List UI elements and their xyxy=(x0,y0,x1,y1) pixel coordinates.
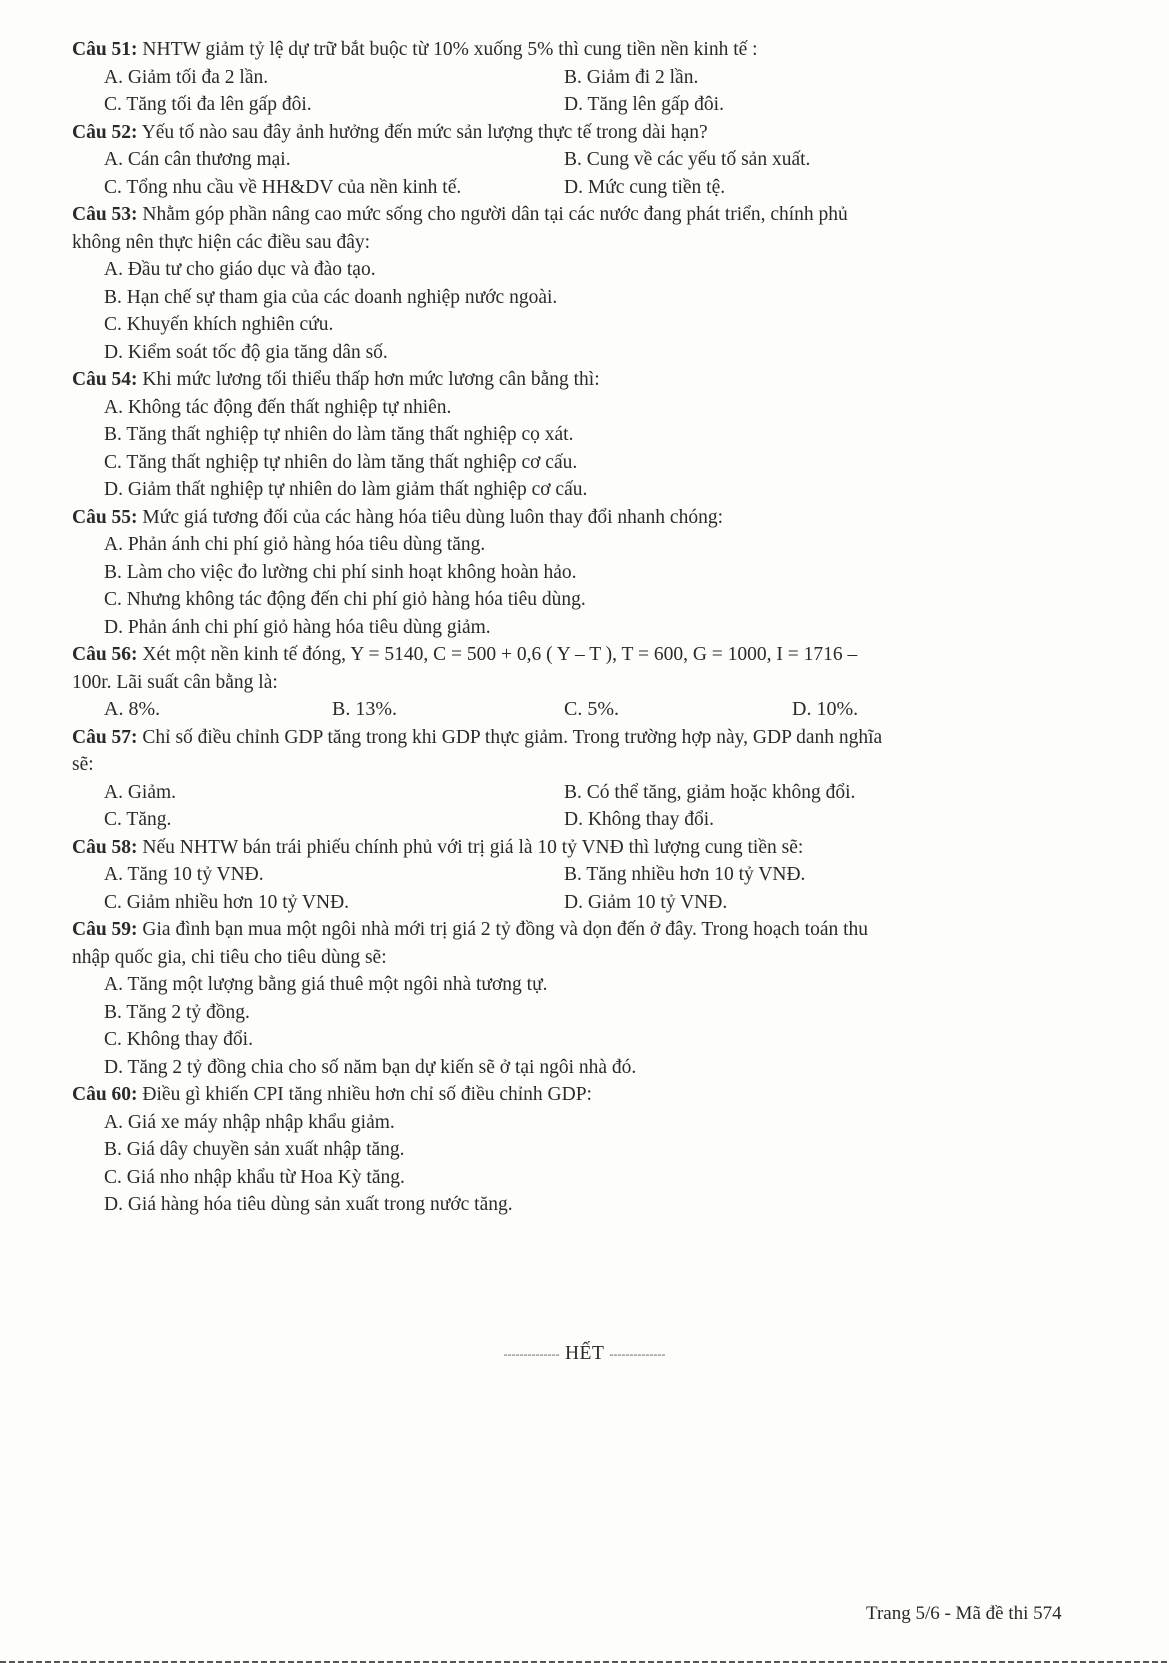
option-a: A. 8%. xyxy=(104,698,161,720)
question-label: Câu 54: xyxy=(72,369,138,390)
question-57 xyxy=(72,724,1112,834)
option-d: D. 10%. xyxy=(792,698,859,720)
options-row xyxy=(104,91,1112,119)
option-c: C. Không thay đổi. xyxy=(104,1029,253,1050)
option-d: D. Giá hàng hóa tiêu dùng sản xuất trong nước tăng. xyxy=(104,1194,513,1215)
option-a: A. Giảm tối đa 2 lần. xyxy=(104,66,269,88)
options-row xyxy=(104,779,1112,807)
options-row xyxy=(104,696,1112,724)
option-b: B. 13%. xyxy=(332,698,397,720)
option-a: A. Không tác động đến thất nghiệp tự nhiên. xyxy=(104,396,452,418)
question-51 xyxy=(72,36,1112,119)
option-b: B. Giảm đi 2 lần. xyxy=(564,66,699,88)
option-c: C. Giá nho nhập khẩu từ Hoa Kỳ tăng. xyxy=(104,1166,405,1188)
option-c: C. Tăng. xyxy=(104,809,172,830)
options-row xyxy=(104,806,1112,834)
question-label: Câu 56: xyxy=(72,644,138,665)
exam-page xyxy=(72,36,1112,1219)
option-a: A. Tăng 10 tỷ VNĐ. xyxy=(104,864,264,885)
question-label: Câu 55: xyxy=(72,506,138,528)
option-c: C. Tăng tối đa lên gấp đôi. xyxy=(104,94,312,115)
option-b: B. Hạn chế sự tham gia của các doanh nghiệp nước ngoài. xyxy=(104,286,558,308)
option-a: A. Giảm. xyxy=(104,781,177,803)
question-stem-continued: không nên thực hiện các điều sau đây: xyxy=(72,231,371,253)
options-row xyxy=(104,861,1112,889)
end-marker xyxy=(0,1340,1169,1368)
option-a: A. Cán cân thương mại. xyxy=(104,149,291,170)
question-stem: Câu 56: Xét một nền kinh tế đóng, Y = 5140, C = 500 + 0,6 ( Y – T ), T = 600, G = 1000, I = 1716 – xyxy=(72,644,858,665)
option-a: A. Phản ánh chi phí giỏ hàng hóa tiêu dùng tăng. xyxy=(104,534,486,555)
option-b: B. Giá dây chuyền sản xuất nhập tăng. xyxy=(104,1139,405,1160)
option-c: C. Nhưng không tác động đến chi phí giỏ hàng hóa tiêu dùng. xyxy=(104,589,586,610)
option-a: A. Giá xe máy nhập nhập khẩu giảm. xyxy=(104,1111,395,1133)
option-d: D. Giảm 10 tỷ VNĐ. xyxy=(564,891,728,913)
options-row xyxy=(104,174,1112,202)
question-56 xyxy=(72,641,1112,724)
option-b: B. Cung về các yếu tố sản xuất. xyxy=(564,149,811,170)
option-b: B. Tăng 2 tỷ đồng. xyxy=(104,1001,250,1023)
option-c: C. Tăng thất nghiệp tự nhiên do làm tăng thất nghiệp cơ cấu. xyxy=(104,451,578,473)
end-text: HẾT xyxy=(564,1343,605,1364)
question-54 xyxy=(72,366,1112,504)
question-label: Câu 60: xyxy=(72,1084,138,1105)
question-52 xyxy=(72,119,1112,202)
option-b: B. Tăng nhiều hơn 10 tỷ VNĐ. xyxy=(564,864,806,885)
question-60 xyxy=(72,1081,1112,1219)
option-c: C. 5%. xyxy=(564,698,619,720)
option-d: D. Không thay đổi. xyxy=(564,809,715,830)
question-stem: Câu 52: Yếu tố nào sau đây ảnh hưởng đến mức sản lượng thực tế trong dài hạn? xyxy=(72,121,708,143)
question-stem: Câu 51: NHTW giảm tỷ lệ dự trữ bắt buộc từ 10% xuống 5% thì cung tiền nền kinh tế : xyxy=(72,39,758,60)
question-label: Câu 57: xyxy=(72,726,138,748)
question-stem: Câu 60: Điều gì khiến CPI tăng nhiều hơn chỉ số điều chỉnh GDP: xyxy=(72,1084,592,1105)
question-label: Câu 52: xyxy=(72,121,138,143)
page-footer: Trang 5/6 - Mã đề thi 574 xyxy=(866,1603,1062,1624)
option-d: D. Mức cung tiền tệ. xyxy=(564,176,726,198)
option-c: C. Tổng nhu cầu về HH&DV của nền kinh tế. xyxy=(104,176,462,198)
option-a: A. Tăng một lượng bằng giá thuê một ngôi nhà tương tự. xyxy=(104,974,548,995)
option-b: B. Làm cho việc đo lường chi phí sinh hoạt không hoàn hảo. xyxy=(104,561,577,583)
end-dashes-right: -------------- xyxy=(609,1346,666,1361)
option-d: D. Tăng 2 tỷ đồng chia cho số năm bạn dự kiến sẽ ở tại ngôi nhà đó. xyxy=(104,1056,637,1078)
question-label: Câu 59: xyxy=(72,919,138,940)
question-stem: Câu 55: Mức giá tương đối của các hàng hóa tiêu dùng luôn thay đổi nhanh chóng: xyxy=(72,506,723,528)
question-stem-continued: 100r. Lãi suất cân bằng là: xyxy=(72,671,278,693)
question-58 xyxy=(72,834,1112,917)
question-59 xyxy=(72,916,1112,1081)
question-stem: Câu 58: Nếu NHTW bán trái phiếu chính phủ với trị giá là 10 tỷ VNĐ thì lượng cung tiền sẽ: xyxy=(72,836,804,858)
option-a: A. Đầu tư cho giáo dục và đào tạo. xyxy=(104,259,376,280)
option-b: B. Tăng thất nghiệp tự nhiên do làm tăng thất nghiệp cọ xát. xyxy=(104,424,574,445)
question-label: Câu 53: xyxy=(72,204,138,225)
question-55 xyxy=(72,504,1112,642)
options-row xyxy=(104,146,1112,174)
question-stem: Câu 53: Nhằm góp phần nâng cao mức sống cho người dân tại các nước đang phát triển, chính phủ xyxy=(72,204,848,225)
question-53 xyxy=(72,201,1112,366)
option-d: D. Tăng lên gấp đôi. xyxy=(564,94,724,115)
option-b: B. Có thể tăng, giảm hoặc không đổi. xyxy=(564,781,856,803)
option-d: D. Kiểm soát tốc độ gia tăng dân số. xyxy=(104,341,388,363)
question-label: Câu 58: xyxy=(72,836,138,858)
options-row xyxy=(104,889,1112,917)
option-d: D. Giảm thất nghiệp tự nhiên do làm giảm thất nghiệp cơ cấu. xyxy=(104,479,588,500)
option-c: C. Giảm nhiều hơn 10 tỷ VNĐ. xyxy=(104,891,350,913)
option-c: C. Khuyến khích nghiên cứu. xyxy=(104,314,334,335)
options-row xyxy=(104,64,1112,92)
question-stem: Câu 54: Khi mức lương tối thiểu thấp hơn mức lương cân bằng thì: xyxy=(72,369,600,390)
question-stem-continued: sẽ: xyxy=(72,754,94,775)
option-d: D. Phản ánh chi phí giỏ hàng hóa tiêu dùng giảm. xyxy=(104,616,491,638)
question-stem: Câu 59: Gia đình bạn mua một ngôi nhà mới trị giá 2 tỷ đồng và dọn đến ở đây. Trong hoạch toán thu xyxy=(72,919,869,940)
end-dashes-left: -------------- xyxy=(503,1346,560,1361)
question-stem: Câu 57: Chỉ số điều chỉnh GDP tăng trong khi GDP thực giảm. Trong trường hợp này, GDP danh nghĩa xyxy=(72,726,883,748)
question-label: Câu 51: xyxy=(72,39,138,60)
question-stem-continued: nhập quốc gia, chi tiêu cho tiêu dùng sẽ: xyxy=(72,946,387,968)
